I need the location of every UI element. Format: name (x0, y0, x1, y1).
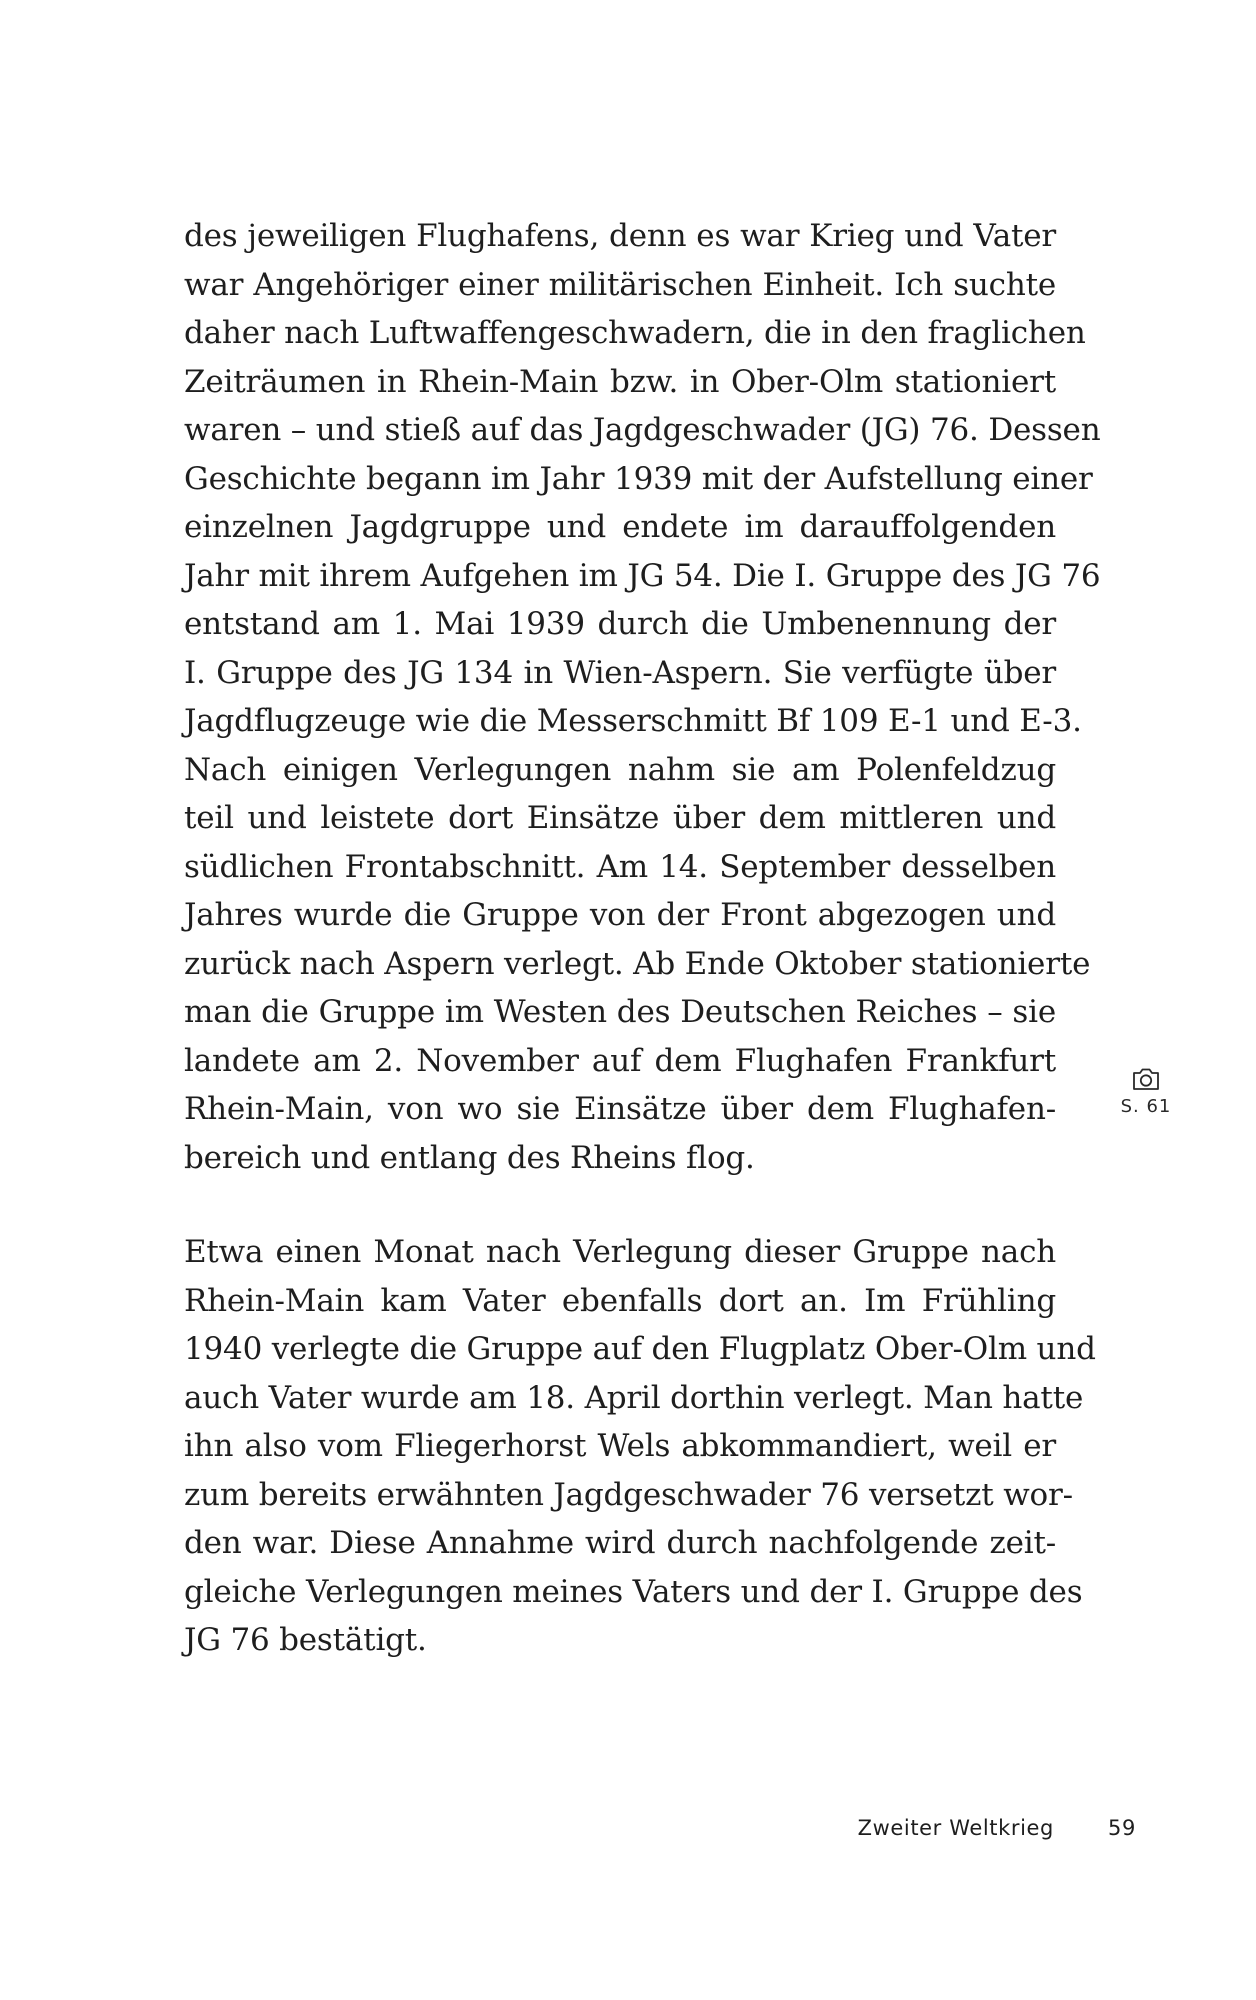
text-line: Jahr mit ihrem Aufgehen im JG 54. Die I. Gruppe des JG 76 (184, 557, 1101, 594)
text-line: bereich und entlang des Rheins flog. (184, 1139, 755, 1176)
text-line: man die Gruppe im Westen des Deutschen Reiches – sie (184, 994, 1056, 1030)
text-line: Rhein-Main, von wo sie Einsätze über dem Flughafen- (184, 1091, 1056, 1127)
photo-reference-label: S. 61 (1120, 1096, 1172, 1117)
photo-reference[interactable] (1118, 1066, 1174, 1117)
text-line: JG 76 bestätigt. (184, 1622, 427, 1658)
text-line: auch Vater wurde am 18. April dorthin verlegt. Man hatte (184, 1379, 1084, 1416)
text-line: Zeiträumen in Rhein-Main bzw. in Ober-Olm stationiert (184, 363, 1056, 400)
text-line: Geschichte begann im Jahr 1939 mit der Aufstellung einer (184, 460, 1093, 497)
camera-icon (1131, 1066, 1161, 1092)
text-line: war Angehöriger einer militärischen Einheit. Ich suchte (184, 266, 1056, 303)
text-line: teil und leistete dort Einsätze über dem mittleren und (184, 800, 1056, 836)
text-line: Jahres wurde die Gruppe von der Front abgezogen und (184, 897, 1056, 933)
text-line: einzelnen Jagdgruppe und endete im darauffolgenden (184, 509, 1056, 545)
text-line: zum bereits erwähnten Jagdgeschwader 76 versetzt wor- (184, 1476, 1073, 1513)
text-line: entstand am 1. Mai 1939 durch die Umbenennung der (184, 606, 1056, 642)
page-number: 59 (1108, 1816, 1136, 1840)
text-line: Nach einigen Verlegungen nahm sie am Polenfeldzug (184, 751, 1056, 788)
text-line: zurück nach Aspern verlegt. Ab Ende Oktober stationierte (184, 945, 1091, 982)
text-line: ihn also vom Fliegerhorst Wels abkommandiert, weil er (184, 1428, 1056, 1464)
text-line: Jagdflugzeuge wie die Messerschmitt Bf 109 E-1 und E-3. (184, 703, 1082, 739)
text-line: daher nach Luftwaffengeschwadern, die in den fraglichen (184, 315, 1086, 351)
text-line: I. Gruppe des JG 134 in Wien-Aspern. Sie verfügte über (184, 654, 1056, 691)
text-line: Rhein-Main kam Vater ebenfalls dort an. Im Frühling (184, 1282, 1056, 1319)
text-line: Etwa einen Monat nach Verlegung dieser Gruppe nach (184, 1234, 1056, 1270)
text-line: südlichen Frontabschnitt. Am 14. September desselben (184, 848, 1056, 885)
text-line: gleiche Verlegungen meines Vaters und der I. Gruppe des (184, 1573, 1083, 1610)
body-paragraph-1 (184, 212, 1101, 1182)
text-line: des jeweiligen Flughafens, denn es war Krieg und Vater (184, 218, 1056, 254)
text-line: landete am 2. November auf dem Flughafen Frankfurt (184, 1042, 1056, 1079)
text-line: waren – und stieß auf das Jagdgeschwader (JG) 76. Dessen (184, 412, 1101, 448)
text-line: 1940 verlegte die Gruppe auf den Flugplatz Ober-Olm und (184, 1331, 1096, 1367)
text-line: den war. Diese Annahme wird durch nachfolgende zeit- (184, 1525, 1056, 1561)
running-footer-title: Zweiter Weltkrieg (857, 1816, 1054, 1840)
body-paragraph-2 (184, 1228, 1096, 1665)
